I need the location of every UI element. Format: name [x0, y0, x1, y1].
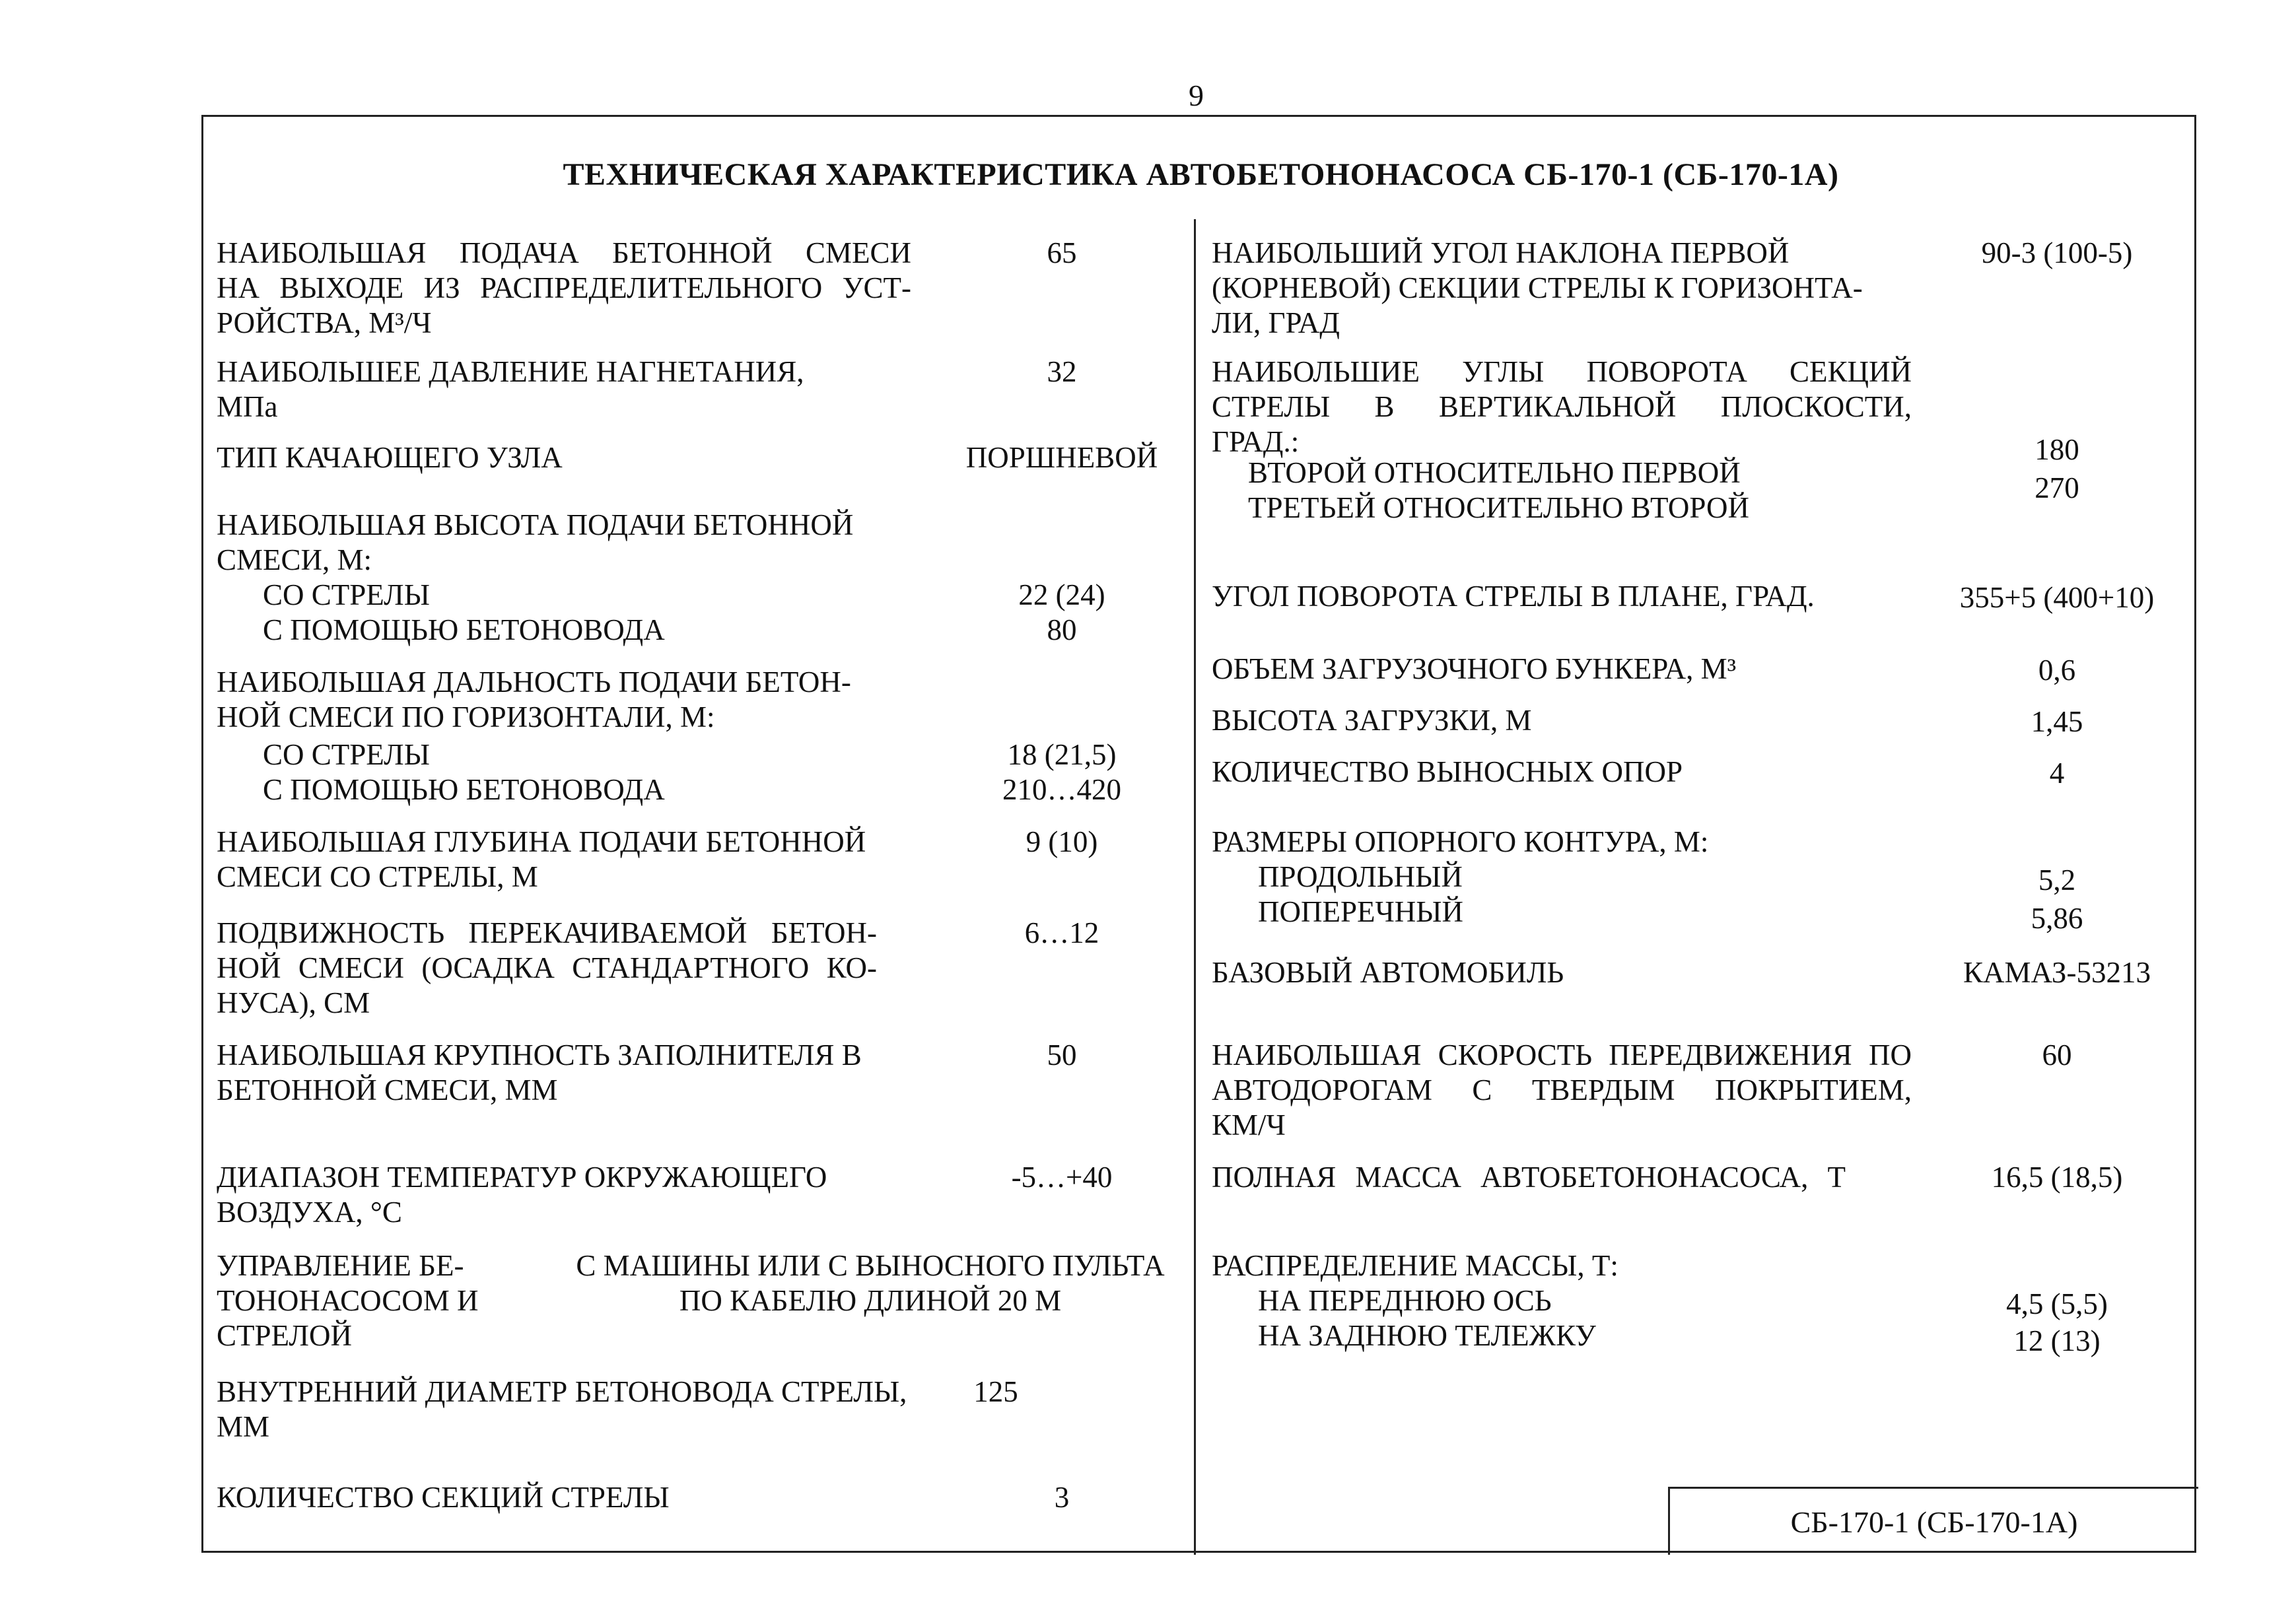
spec-label: СТРЕЛОЙ	[217, 1319, 352, 1352]
spec-sublabel: СО СТРЕЛЫ	[263, 578, 430, 611]
spec-label: НАИБОЛЬШАЯ ДАЛЬНОСТЬ ПОДАЧИ БЕТОН-	[217, 665, 851, 698]
spec-sublabel: НА ПЕРЕДНЮЮ ОСЬ	[1258, 1284, 1552, 1317]
spec-label: ПОЛНАЯ МАССА АВТОБЕТОНОНАСОСА, Т	[1212, 1161, 1846, 1194]
spec-subvalue: 5,86	[2031, 902, 2083, 935]
spec-value: -5…+40	[1011, 1161, 1113, 1194]
spec-label: РАСПРЕДЕЛЕНИЕ МАССЫ, Т:	[1212, 1249, 1618, 1282]
spec-label: ТИП КАЧАЮЩЕГО УЗЛА	[217, 441, 563, 474]
spec-subvalue: 12 (13)	[2013, 1324, 2101, 1357]
spec-label: ТОНОНАСОСОМ И	[217, 1284, 479, 1317]
spec-sublabel: СО СТРЕЛЫ	[263, 738, 430, 771]
spec-label: КМ/Ч	[1212, 1108, 1286, 1141]
spec-label: НА ВЫХОДЕ ИЗ РАСПРЕДЕЛИТЕЛЬНОГО УСТ-	[217, 271, 911, 304]
spec-value: КАМАЗ-53213	[1963, 956, 2151, 989]
spec-sublabel: ПОПЕРЕЧНЫЙ	[1258, 895, 1463, 928]
spec-value: 125	[973, 1375, 1018, 1408]
spec-label: ЛИ, ГРАД	[1212, 306, 1340, 339]
spec-label: КОЛИЧЕСТВО СЕКЦИЙ СТРЕЛЫ	[217, 1481, 670, 1514]
column-divider	[1194, 219, 1196, 1555]
spec-label: ГРАД.:	[1212, 425, 1300, 458]
spec-label: НУСА), СМ	[217, 986, 370, 1019]
spec-value: 50	[1047, 1038, 1077, 1072]
spec-sublabel: ТРЕТЬЕЙ ОТНОСИТЕЛЬНО ВТОРОЙ	[1248, 491, 1749, 524]
drawing-stamp	[1668, 1487, 2198, 1555]
spec-label: УПРАВЛЕНИЕ БЕ-	[217, 1249, 464, 1282]
spec-subvalue: 18 (21,5)	[1007, 738, 1117, 771]
spec-subvalue: 270	[2035, 471, 2079, 504]
stamp-code: СБ-170-1 (СБ-170-1А)	[1790, 1505, 2078, 1539]
spec-label: НАИБОЛЬШИЙ УГОЛ НАКЛОНА ПЕРВОЙ	[1212, 236, 1790, 269]
spec-value: 0,6	[2038, 654, 2076, 687]
spec-subvalue: 210…420	[1002, 773, 1121, 806]
spec-value: 65	[1047, 236, 1077, 269]
spec-sublabel: С ПОМОЩЬЮ БЕТОНОВОДА	[263, 613, 665, 646]
spec-label: СМЕСИ, М:	[217, 543, 372, 576]
spec-label: РАЗМЕРЫ ОПОРНОГО КОНТУРА, М:	[1212, 825, 1709, 858]
spec-label: АВТОДОРОГАМ С ТВЕРДЫМ ПОКРЫТИЕМ,	[1212, 1073, 1912, 1106]
spec-label: БЕТОННОЙ СМЕСИ, ММ	[217, 1073, 558, 1106]
spec-label: ПОДВИЖНОСТЬ ПЕРЕКАЧИВАЕМОЙ БЕТОН-	[217, 916, 877, 949]
spec-value: 3	[1054, 1481, 1070, 1514]
spec-value: 6…12	[1024, 916, 1099, 949]
spec-label: ОБЪЕМ ЗАГРУЗОЧНОГО БУНКЕРА, М³	[1212, 652, 1737, 685]
spec-label: НОЙ СМЕСИ ПО ГОРИЗОНТАЛИ, М:	[217, 700, 715, 733]
spec-label: ММ	[217, 1410, 270, 1443]
spec-label: УГОЛ ПОВОРОТА СТРЕЛЫ В ПЛАНЕ, ГРАД.	[1212, 580, 1815, 613]
spec-value: ПОРШНЕВОЙ	[965, 441, 1158, 474]
spec-value: 90-3 (100-5)	[1981, 236, 2133, 269]
spec-value: 1,45	[2031, 705, 2083, 738]
spec-label: НАИБОЛЬШАЯ ГЛУБИНА ПОДАЧИ БЕТОННОЙ	[217, 825, 866, 858]
spec-value: 60	[2042, 1038, 2072, 1072]
spec-label: НОЙ СМЕСИ (ОСАДКА СТАНДАРТНОГО КО-	[217, 951, 877, 984]
spec-value: 16,5 (18,5)	[1991, 1161, 2123, 1194]
spec-label: (КОРНЕВОЙ) СЕКЦИИ СТРЕЛЫ К ГОРИЗОНТА-	[1212, 271, 1863, 304]
spec-subvalue: 5,2	[2038, 864, 2076, 897]
spec-sheet-frame	[201, 115, 2196, 1553]
spec-title: ТЕХНИЧЕСКАЯ ХАРАКТЕРИСТИКА АВТОБЕТОНОНАСОСА СБ-170-1 (СБ-170-1А)	[563, 157, 1839, 192]
spec-label: НАИБОЛЬШАЯ СКОРОСТЬ ПЕРЕДВИЖЕНИЯ ПО	[1212, 1038, 1912, 1072]
spec-label: РОЙСТВА, М³/Ч	[217, 306, 432, 339]
spec-value: 4	[2049, 757, 2065, 790]
spec-value: 9 (10)	[1026, 825, 1098, 858]
spec-label: ВОЗДУХА, °С	[217, 1196, 402, 1229]
spec-subvalue: 4,5 (5,5)	[2006, 1287, 2108, 1320]
spec-subvalue: 180	[2035, 433, 2079, 466]
spec-value: С МАШИНЫ ИЛИ С ВЫНОСНОГО ПУЛЬТА	[576, 1249, 1165, 1282]
spec-label: КОЛИЧЕСТВО ВЫНОСНЫХ ОПОР	[1212, 755, 1683, 788]
spec-label: НАИБОЛЬШИЕ УГЛЫ ПОВОРОТА СЕКЦИЙ	[1212, 355, 1912, 388]
spec-label: НАИБОЛЬШАЯ ПОДАЧА БЕТОННОЙ СМЕСИ	[217, 236, 911, 269]
spec-label: НАИБОЛЬШАЯ ВЫСОТА ПОДАЧИ БЕТОННОЙ	[217, 508, 854, 541]
spec-label: СТРЕЛЫ В ВЕРТИКАЛЬНОЙ ПЛОСКОСТИ,	[1212, 390, 1912, 423]
spec-label: СМЕСИ СО СТРЕЛЫ, М	[217, 860, 538, 893]
spec-value: 355+5 (400+10)	[1959, 581, 2155, 614]
spec-label: НАИБОЛЬШЕЕ ДАВЛЕНИЕ НАГНЕТАНИЯ,	[217, 355, 804, 388]
spec-label: ВНУТРЕННИЙ ДИАМЕТР БЕТОНОВОДА СТРЕЛЫ,	[217, 1375, 907, 1408]
spec-value: ПО КАБЕЛЮ ДЛИНОЙ 20 М	[679, 1284, 1062, 1317]
spec-sublabel: НА ЗАДНЮЮ ТЕЛЕЖКУ	[1258, 1319, 1596, 1352]
spec-label: ВЫСОТА ЗАГРУЗКИ, М	[1212, 704, 1532, 737]
spec-subvalue: 22 (24)	[1018, 578, 1105, 611]
spec-label: БАЗОВЫЙ АВТОМОБИЛЬ	[1212, 956, 1564, 989]
spec-sublabel: ПРОДОЛЬНЫЙ	[1258, 860, 1463, 893]
page-number: 9	[1189, 79, 1204, 112]
spec-sublabel: С ПОМОЩЬЮ БЕТОНОВОДА	[263, 773, 665, 806]
spec-label: НАИБОЛЬШАЯ КРУПНОСТЬ ЗАПОЛНИТЕЛЯ В	[217, 1038, 862, 1072]
spec-sublabel: ВТОРОЙ ОТНОСИТЕЛЬНО ПЕРВОЙ	[1248, 456, 1741, 489]
spec-value: 32	[1047, 355, 1077, 388]
spec-label: МПа	[217, 390, 278, 423]
spec-label: ДИАПАЗОН ТЕМПЕРАТУР ОКРУЖАЮЩЕГО	[217, 1161, 827, 1194]
spec-subvalue: 80	[1047, 613, 1077, 646]
